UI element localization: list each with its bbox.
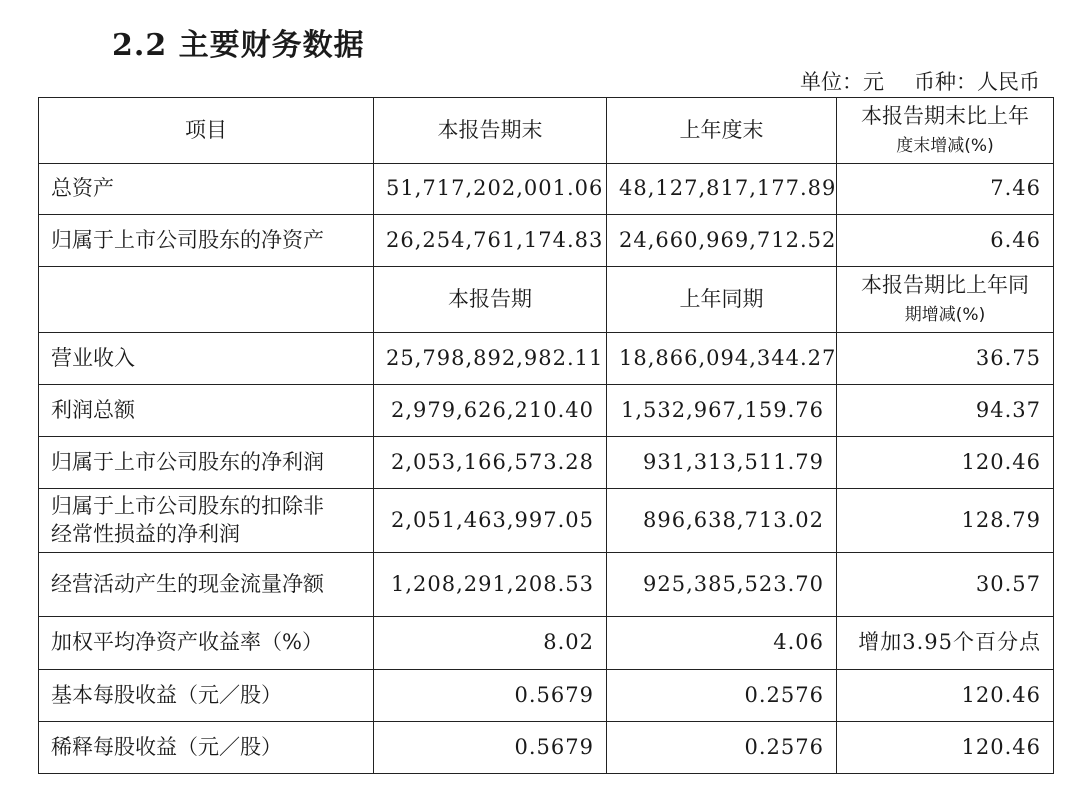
table-row [39,553,1054,617]
cell-prior: 48,127,817,177.89 [607,164,837,215]
subheader-item [39,267,374,333]
header-change-line2: 度末增减(%) [896,135,994,156]
table-header-row [39,98,1054,164]
cell-prior: 931,313,511.79 [607,437,837,489]
table-row [39,670,1054,722]
section-number: 2.2 [112,28,168,63]
cell-current: 2,053,166,573.28 [374,437,607,489]
table-subheader-row [39,267,1054,333]
row-label-line1: 归属于上市公司股东的扣除非 [51,494,324,519]
table-row [39,333,1054,385]
cell-prior: 0.2576 [607,722,837,774]
cell-current: 0.5679 [374,670,607,722]
header-change-line1: 本报告期末比上年 [861,104,1029,129]
row-label-line2: 经常性损益的净利润 [51,521,240,546]
header-prior-period: 上年同期 [607,267,837,333]
table-row [39,489,1054,553]
row-label: 归属于上市公司股东的净利润 [39,437,374,489]
currency-label: 币种：人民币 [914,70,1040,94]
unit-label: 单位：元 [800,70,884,94]
cell-change: 94.37 [837,385,1054,437]
cell-current: 26,254,761,174.83 [374,215,607,267]
header-change-pct [837,98,1054,164]
cell-change: 120.46 [837,722,1054,774]
table-row [39,164,1054,215]
cell-current: 51,717,202,001.06 [374,164,607,215]
cell-change: 增加3.95个百分点 [837,617,1054,670]
section-title-text: 主要财务数据 [178,28,365,63]
cell-change: 7.46 [837,164,1054,215]
header-yoy-change-pct [837,267,1054,333]
cell-change: 36.75 [837,333,1054,385]
header-yoy-line1: 本报告期比上年同 [861,273,1029,298]
row-label: 营业收入 [39,333,374,385]
cell-change: 120.46 [837,670,1054,722]
table-row [39,215,1054,267]
financial-data-table [38,97,1054,774]
table-row [39,617,1054,670]
cell-prior: 24,660,969,712.52 [607,215,837,267]
cell-change: 120.46 [837,437,1054,489]
unit-note [800,66,1040,96]
cell-current: 2,051,463,997.05 [374,489,607,553]
cell-prior: 1,532,967,159.76 [607,385,837,437]
row-label: 归属于上市公司股东的净资产 [39,215,374,267]
row-label: 稀释每股收益（元／股） [39,722,374,774]
cell-current: 1,208,291,208.53 [374,553,607,617]
cell-prior: 0.2576 [607,670,837,722]
cell-current: 2,979,626,210.40 [374,385,607,437]
cell-prior: 925,385,523.70 [607,553,837,617]
cell-current: 25,798,892,982.11 [374,333,607,385]
cell-change: 30.57 [837,553,1054,617]
cell-prior: 18,866,094,344.27 [607,333,837,385]
row-label: 经营活动产生的现金流量净额 [39,553,374,617]
row-label: 基本每股收益（元／股） [39,670,374,722]
header-current-period-end: 本报告期末 [374,98,607,164]
table-row [39,385,1054,437]
header-item: 项目 [39,98,374,164]
header-yoy-line2: 期增减(%) [904,304,986,325]
section-title [112,20,365,64]
row-label: 加权平均净资产收益率（%） [39,617,374,670]
cell-change: 6.46 [837,215,1054,267]
cell-current: 8.02 [374,617,607,670]
cell-current: 0.5679 [374,722,607,774]
cell-prior: 896,638,713.02 [607,489,837,553]
row-label [39,489,374,553]
header-prior-year-end: 上年度末 [607,98,837,164]
table-row [39,437,1054,489]
cell-prior: 4.06 [607,617,837,670]
header-current-period: 本报告期 [374,267,607,333]
row-label: 利润总额 [39,385,374,437]
cell-change: 128.79 [837,489,1054,553]
row-label: 总资产 [39,164,374,215]
table-row [39,722,1054,774]
